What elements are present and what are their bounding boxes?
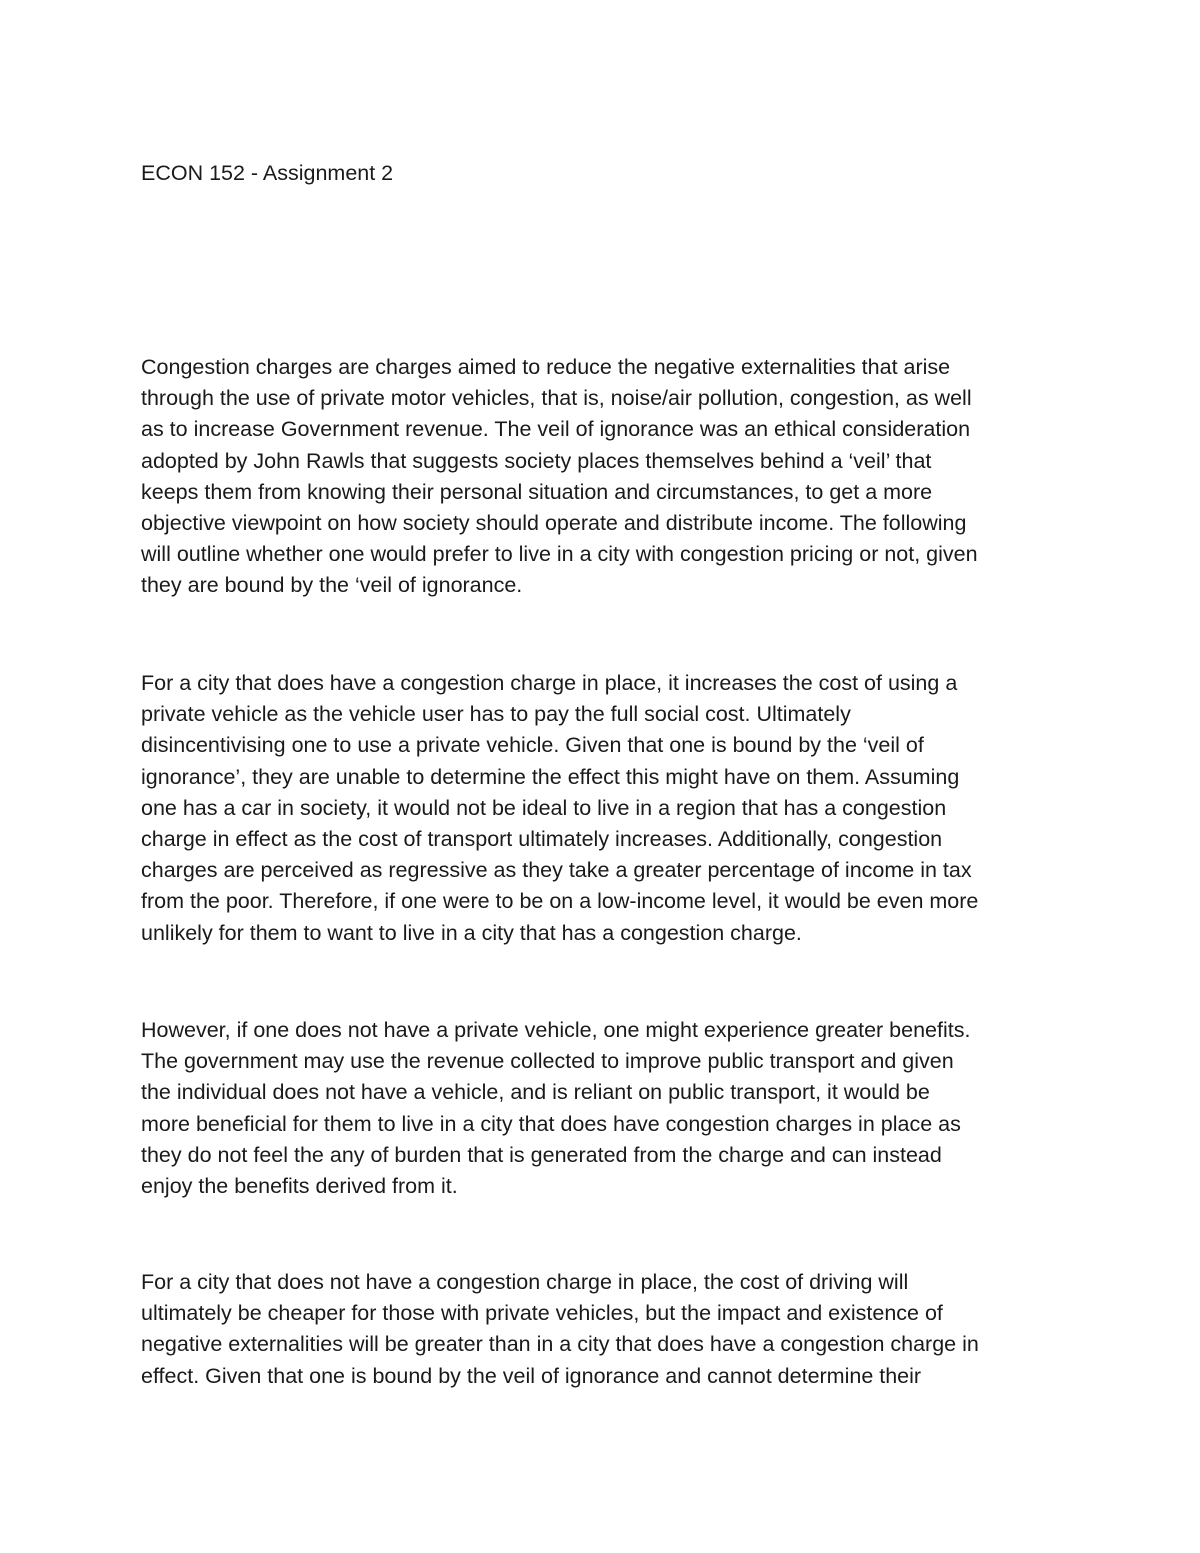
paragraph-introduction (141, 352, 1081, 602)
paragraph-line: one has a car in society, it would not be ideal to live in a region that has a congestion (141, 795, 947, 820)
paragraph-line: as to increase Government revenue. The veil of ignorance was an ethical consideration (141, 417, 971, 442)
paragraph-line: However, if one does not have a private vehicle, one might experience greater benefits. (141, 1018, 971, 1042)
paragraph-line: objective viewpoint on how society should operate and distribute income. The following (141, 511, 967, 536)
paragraph-line: adopted by John Rawls that suggests society places themselves behind a ‘veil’ that (141, 448, 932, 473)
paragraph-line: unlikely for them to want to live in a city that has a congestion charge. (141, 920, 802, 945)
paragraph-line: private vehicle as the vehicle user has to pay the full social cost. Ultimately (141, 702, 851, 727)
paragraph-line: they are bound by the ‘veil of ignorance. (141, 573, 523, 598)
paragraph-line: ultimately be cheaper for those with private vehicles, but the impact and existence of (141, 1301, 943, 1326)
paragraph-line: Congestion charges are charges aimed to reduce the negative externalities that arise (141, 355, 951, 379)
paragraph-line: For a city that does not have a congestion charge in place, the cost of driving will (141, 1270, 909, 1294)
paragraph-line: charge in effect as the cost of transport ultimately increases. Additionally, congestion (141, 827, 943, 852)
paragraph-no-private-vehicle (141, 1015, 1081, 1202)
paragraph-line: ignorance’, they are unable to determine the effect this might have on them. Assuming (141, 764, 960, 789)
paragraph-line: from the poor. Therefore, if one were to be on a low-income level, it would be even more (141, 889, 979, 914)
paragraph-line: will outline whether one would prefer to live in a city with congestion pricing or not, given (141, 542, 978, 567)
paragraph-line: effect. Given that one is bound by the veil of ignorance and cannot determine their (141, 1363, 922, 1388)
paragraph-line: through the use of private motor vehicles, that is, noise/air pollution, congestion, as well (141, 386, 972, 411)
paragraph-line: enjoy the benefits derived from it. (141, 1174, 458, 1199)
document-title: ECON 152 - Assignment 2 (141, 161, 394, 185)
paragraph-with-congestion-charge (141, 668, 1081, 949)
paragraph-line: For a city that does have a congestion charge in place, it increases the cost of using a (141, 671, 958, 695)
paragraph-line: disincentivising one to use a private vehicle. Given that one is bound by the ‘veil of (141, 733, 924, 758)
paragraph-without-congestion-charge (141, 1267, 1081, 1392)
paragraph-line: negative externalities will be greater than in a city that does have a congestion charge in (141, 1332, 979, 1357)
paragraph-line: keeps them from knowing their personal situation and circumstances, to get a more (141, 479, 933, 504)
paragraph-line: The government may use the revenue collected to improve public transport and given (141, 1049, 954, 1074)
paragraph-line: they do not feel the any of burden that is generated from the charge and can instead (141, 1142, 942, 1167)
paragraph-line: more beneficial for them to live in a city that does have congestion charges in place as (141, 1111, 961, 1136)
paragraph-line: the individual does not have a vehicle, and is reliant on public transport, it would be (141, 1080, 930, 1105)
paragraph-line: charges are perceived as regressive as they take a greater percentage of income in tax (141, 858, 972, 883)
